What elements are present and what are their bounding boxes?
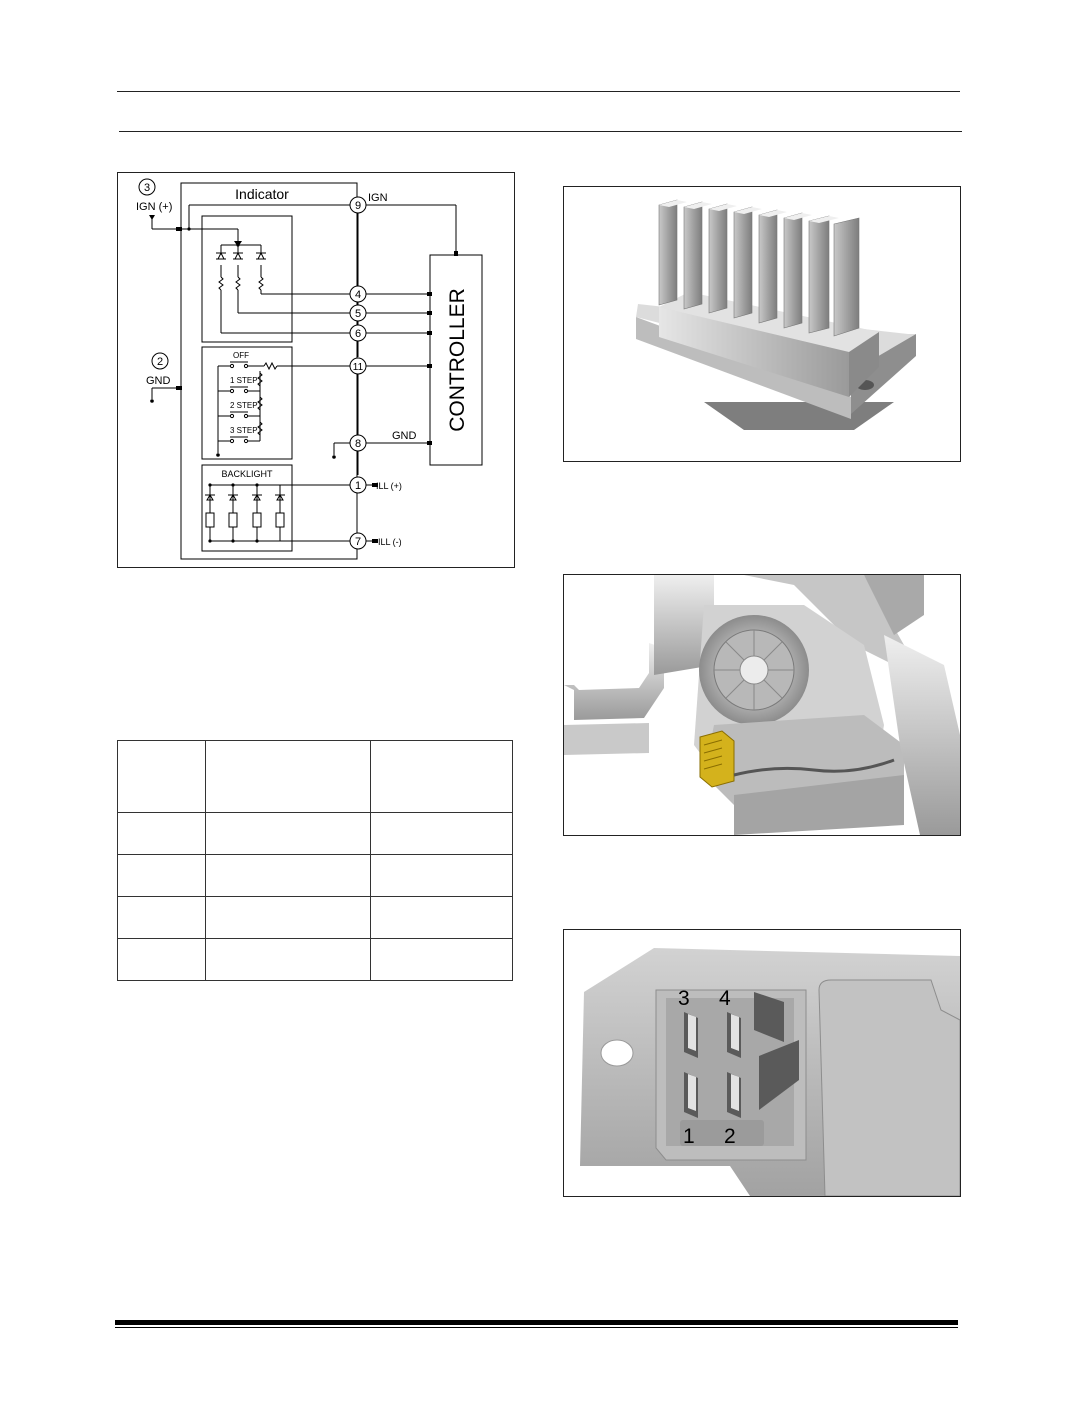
label-gnd-right: GND bbox=[392, 430, 417, 442]
connector-pin-4-label: 4 bbox=[719, 987, 731, 1010]
table-cell bbox=[206, 897, 371, 939]
table-cell bbox=[118, 813, 206, 855]
footer-rule-thick bbox=[115, 1320, 958, 1325]
label-ign: IGN bbox=[368, 192, 388, 204]
label-ign-plus: IGN (+) bbox=[136, 201, 173, 213]
table-row bbox=[118, 939, 513, 981]
pin-3-label: 3 bbox=[143, 182, 151, 194]
pin-4-label: 4 bbox=[354, 289, 362, 301]
spec-table bbox=[117, 740, 513, 981]
blower-assembly-image bbox=[564, 575, 960, 835]
switch-label-2-step: 2 STEP bbox=[230, 401, 258, 410]
controller-label: CONTROLLER bbox=[446, 288, 469, 432]
table-cell bbox=[118, 897, 206, 939]
table-row bbox=[118, 855, 513, 897]
blower-assembly-image-frame bbox=[563, 574, 961, 836]
table-cell bbox=[371, 855, 513, 897]
resistor-highlight bbox=[700, 731, 734, 787]
table-cell bbox=[371, 813, 513, 855]
connector-pin-2-label: 2 bbox=[724, 1125, 736, 1148]
table-row bbox=[118, 741, 513, 813]
table-row bbox=[118, 897, 513, 939]
wiring-diagram-frame bbox=[117, 172, 515, 568]
pin-11-label: 11 bbox=[352, 362, 364, 373]
pin-7-label: 7 bbox=[354, 536, 362, 548]
backlight-label: BACKLIGHT bbox=[221, 469, 273, 479]
table-cell bbox=[206, 939, 371, 981]
label-gnd-left: GND bbox=[146, 375, 171, 387]
header-rule-top bbox=[117, 91, 960, 92]
pin-5-label: 5 bbox=[354, 308, 362, 320]
blower-resistor-image-frame bbox=[563, 186, 961, 462]
connector-pin-3-label: 3 bbox=[678, 987, 690, 1010]
wiring-diagram bbox=[118, 173, 514, 567]
table-cell bbox=[371, 741, 513, 813]
table-cell bbox=[206, 855, 371, 897]
table-cell bbox=[206, 813, 371, 855]
header-rule-bottom bbox=[119, 131, 962, 132]
table-cell bbox=[371, 939, 513, 981]
switch-label-3-step: 3 STEP bbox=[230, 426, 258, 435]
table-cell bbox=[118, 741, 206, 813]
label-ill-plus: ILL (+) bbox=[376, 481, 402, 491]
table-cell bbox=[118, 855, 206, 897]
pin-6-label: 6 bbox=[354, 328, 362, 340]
connector-image-frame bbox=[563, 929, 961, 1197]
pin-9-label: 9 bbox=[354, 200, 362, 212]
pin-1-label: 1 bbox=[354, 480, 362, 492]
table-cell bbox=[206, 741, 371, 813]
pin-2-label: 2 bbox=[156, 356, 164, 368]
switch-label-1-step: 1 STEP bbox=[230, 376, 258, 385]
indicator-title: Indicator bbox=[235, 186, 289, 202]
switch-label-off: OFF bbox=[233, 351, 249, 360]
pin-8-label: 8 bbox=[354, 438, 362, 450]
table-row bbox=[118, 813, 513, 855]
connector-pin-1-label: 1 bbox=[683, 1125, 695, 1148]
label-ill-minus: ILL (-) bbox=[378, 537, 402, 547]
table-cell bbox=[371, 897, 513, 939]
blower-resistor-image bbox=[564, 187, 960, 461]
footer-rule-thin bbox=[115, 1327, 958, 1328]
table-cell bbox=[118, 939, 206, 981]
connector-image bbox=[564, 930, 960, 1196]
